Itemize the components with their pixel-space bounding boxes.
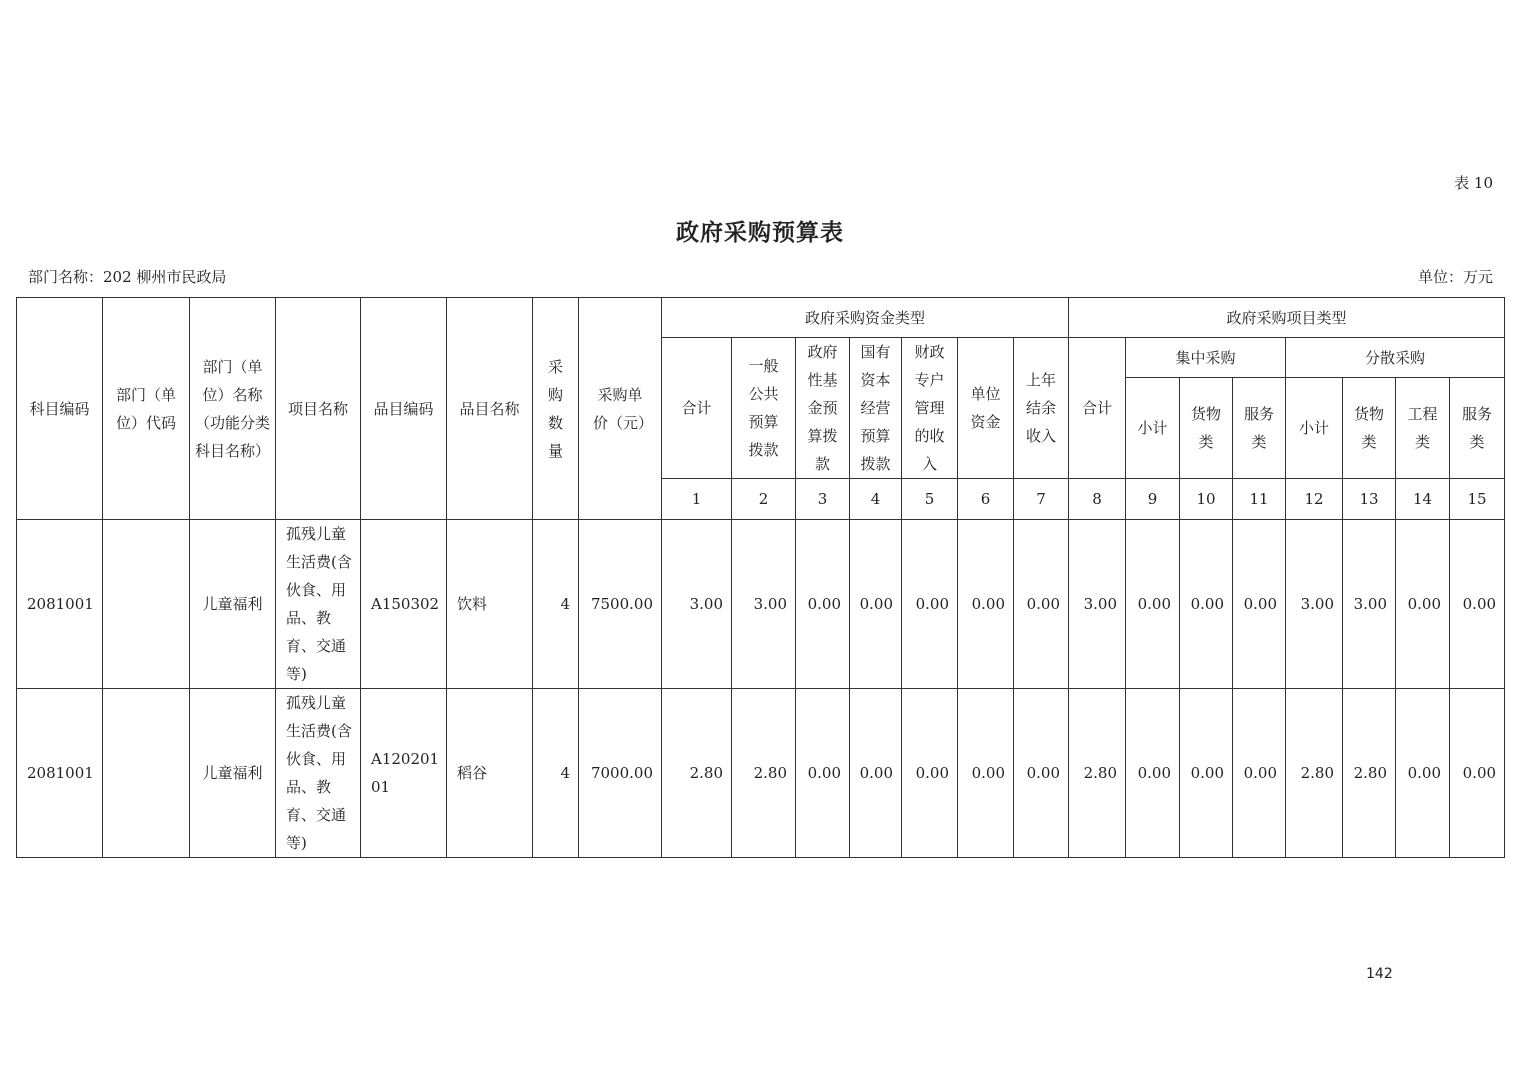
header-central-services: 服务类 xyxy=(1233,378,1286,479)
cell-value: 0.00 xyxy=(1396,689,1450,858)
header-item-code: 品目编码 xyxy=(361,298,447,520)
cell-value: 2.80 xyxy=(1343,689,1396,858)
header-prior-surplus: 上年结余收入 xyxy=(1014,338,1069,479)
cell-value: 3.00 xyxy=(1069,520,1126,689)
header-decentral-services: 服务类 xyxy=(1450,378,1505,479)
col-number: 13 xyxy=(1343,479,1396,520)
header-fund-total: 合计 xyxy=(662,338,732,479)
cell-value: 0.00 xyxy=(1233,689,1286,858)
col-number: 12 xyxy=(1286,479,1343,520)
cell-item-code: A12020101 xyxy=(361,689,447,858)
cell-project-name: 孤残儿童生活费(含伙食、用品、教育、交通等) xyxy=(276,689,361,858)
page-title: 政府采购预算表 xyxy=(676,219,844,246)
cell-value: 2.80 xyxy=(1069,689,1126,858)
col-number: 2 xyxy=(732,479,796,520)
header-general-budget: 一般公共预算拨款 xyxy=(732,338,796,479)
cell-dept-name: 儿童福利 xyxy=(190,520,276,689)
cell-project-name: 孤残儿童生活费(含伙食、用品、教育、交通等) xyxy=(276,520,361,689)
cell-subject-code: 2081001 xyxy=(17,520,103,689)
cell-value: 0.00 xyxy=(1233,520,1286,689)
cell-value: 0.00 xyxy=(1396,520,1450,689)
col-number: 11 xyxy=(1233,479,1286,520)
header-centralized: 集中采购 xyxy=(1126,338,1286,378)
col-number: 3 xyxy=(796,479,850,520)
header-decentral-works: 工程类 xyxy=(1396,378,1450,479)
cell-item-code: A150302 xyxy=(361,520,447,689)
header-central-goods: 货物类 xyxy=(1180,378,1233,479)
cell-value: 0.00 xyxy=(1014,689,1069,858)
cell-subject-code: 2081001 xyxy=(17,689,103,858)
cell-value: 2.80 xyxy=(1286,689,1343,858)
cell-value: 2.80 xyxy=(732,689,796,858)
header-dept-name: 部门（单位）名称（功能分类科目名称） xyxy=(190,298,276,520)
cell-value: 3.00 xyxy=(1343,520,1396,689)
cell-dept-code xyxy=(103,689,190,858)
header-item-name: 品目名称 xyxy=(447,298,533,520)
cell-quantity: 4 xyxy=(533,689,579,858)
cell-dept-name: 儿童福利 xyxy=(190,689,276,858)
col-number: 15 xyxy=(1450,479,1505,520)
cell-value: 0.00 xyxy=(1014,520,1069,689)
cell-value: 0.00 xyxy=(850,520,902,689)
cell-dept-code xyxy=(103,520,190,689)
department-label: 部门名称：202 柳州市民政局 xyxy=(28,268,227,286)
cell-unit-price: 7500.00 xyxy=(579,520,662,689)
col-number: 9 xyxy=(1126,479,1180,520)
header-dept-code: 部门（单位）代码 xyxy=(103,298,190,520)
cell-value: 0.00 xyxy=(1180,520,1233,689)
cell-quantity: 4 xyxy=(533,520,579,689)
col-number: 5 xyxy=(902,479,958,520)
cell-value: 0.00 xyxy=(1180,689,1233,858)
header-project-name: 项目名称 xyxy=(276,298,361,520)
cell-value: 0.00 xyxy=(958,689,1014,858)
header-gov-fund: 政府性基金预算拨款 xyxy=(796,338,850,479)
header-unit-price: 采购单价（元） xyxy=(579,298,662,520)
cell-value: 0.00 xyxy=(1450,689,1505,858)
table-number: 表 10 xyxy=(1454,174,1493,192)
col-number: 1 xyxy=(662,479,732,520)
cell-value: 0.00 xyxy=(796,689,850,858)
cell-value: 0.00 xyxy=(796,520,850,689)
col-number: 8 xyxy=(1069,479,1126,520)
cell-value: 0.00 xyxy=(1126,689,1180,858)
cell-value: 0.00 xyxy=(902,689,958,858)
header-project-total: 合计 xyxy=(1069,338,1126,479)
col-number: 14 xyxy=(1396,479,1450,520)
header-decentral-subtotal: 小计 xyxy=(1286,378,1343,479)
cell-value: 3.00 xyxy=(662,520,732,689)
col-number: 7 xyxy=(1014,479,1069,520)
cell-value: 0.00 xyxy=(1126,520,1180,689)
cell-item-name: 稻谷 xyxy=(447,689,533,858)
header-decentralized: 分散采购 xyxy=(1286,338,1505,378)
header-quantity: 采购数量 xyxy=(533,298,579,520)
cell-value: 0.00 xyxy=(850,689,902,858)
table-row xyxy=(17,520,1505,689)
table-row xyxy=(17,689,1505,858)
cell-unit-price: 7000.00 xyxy=(579,689,662,858)
header-central-subtotal: 小计 xyxy=(1126,378,1180,479)
unit-label: 单位：万元 xyxy=(1417,268,1493,286)
cell-value: 0.00 xyxy=(1450,520,1505,689)
cell-value: 0.00 xyxy=(958,520,1014,689)
col-number: 6 xyxy=(958,479,1014,520)
cell-value: 3.00 xyxy=(1286,520,1343,689)
header-subject-code: 科目编码 xyxy=(17,298,103,520)
header-project-type: 政府采购项目类型 xyxy=(1069,298,1505,338)
cell-value: 3.00 xyxy=(732,520,796,689)
header-fund-type: 政府采购资金类型 xyxy=(662,298,1069,338)
cell-value: 2.80 xyxy=(662,689,732,858)
page-number: 142 xyxy=(1366,966,1393,982)
header-decentral-goods: 货物类 xyxy=(1343,378,1396,479)
cell-value: 0.00 xyxy=(902,520,958,689)
col-number: 10 xyxy=(1180,479,1233,520)
header-special-account: 财政专户管理的收入 xyxy=(902,338,958,479)
col-number: 4 xyxy=(850,479,902,520)
header-state-capital: 国有资本经营预算拨款 xyxy=(850,338,902,479)
header-unit-funds: 单位资金 xyxy=(958,338,1014,479)
cell-item-name: 饮料 xyxy=(447,520,533,689)
procurement-budget-table xyxy=(16,297,1505,858)
